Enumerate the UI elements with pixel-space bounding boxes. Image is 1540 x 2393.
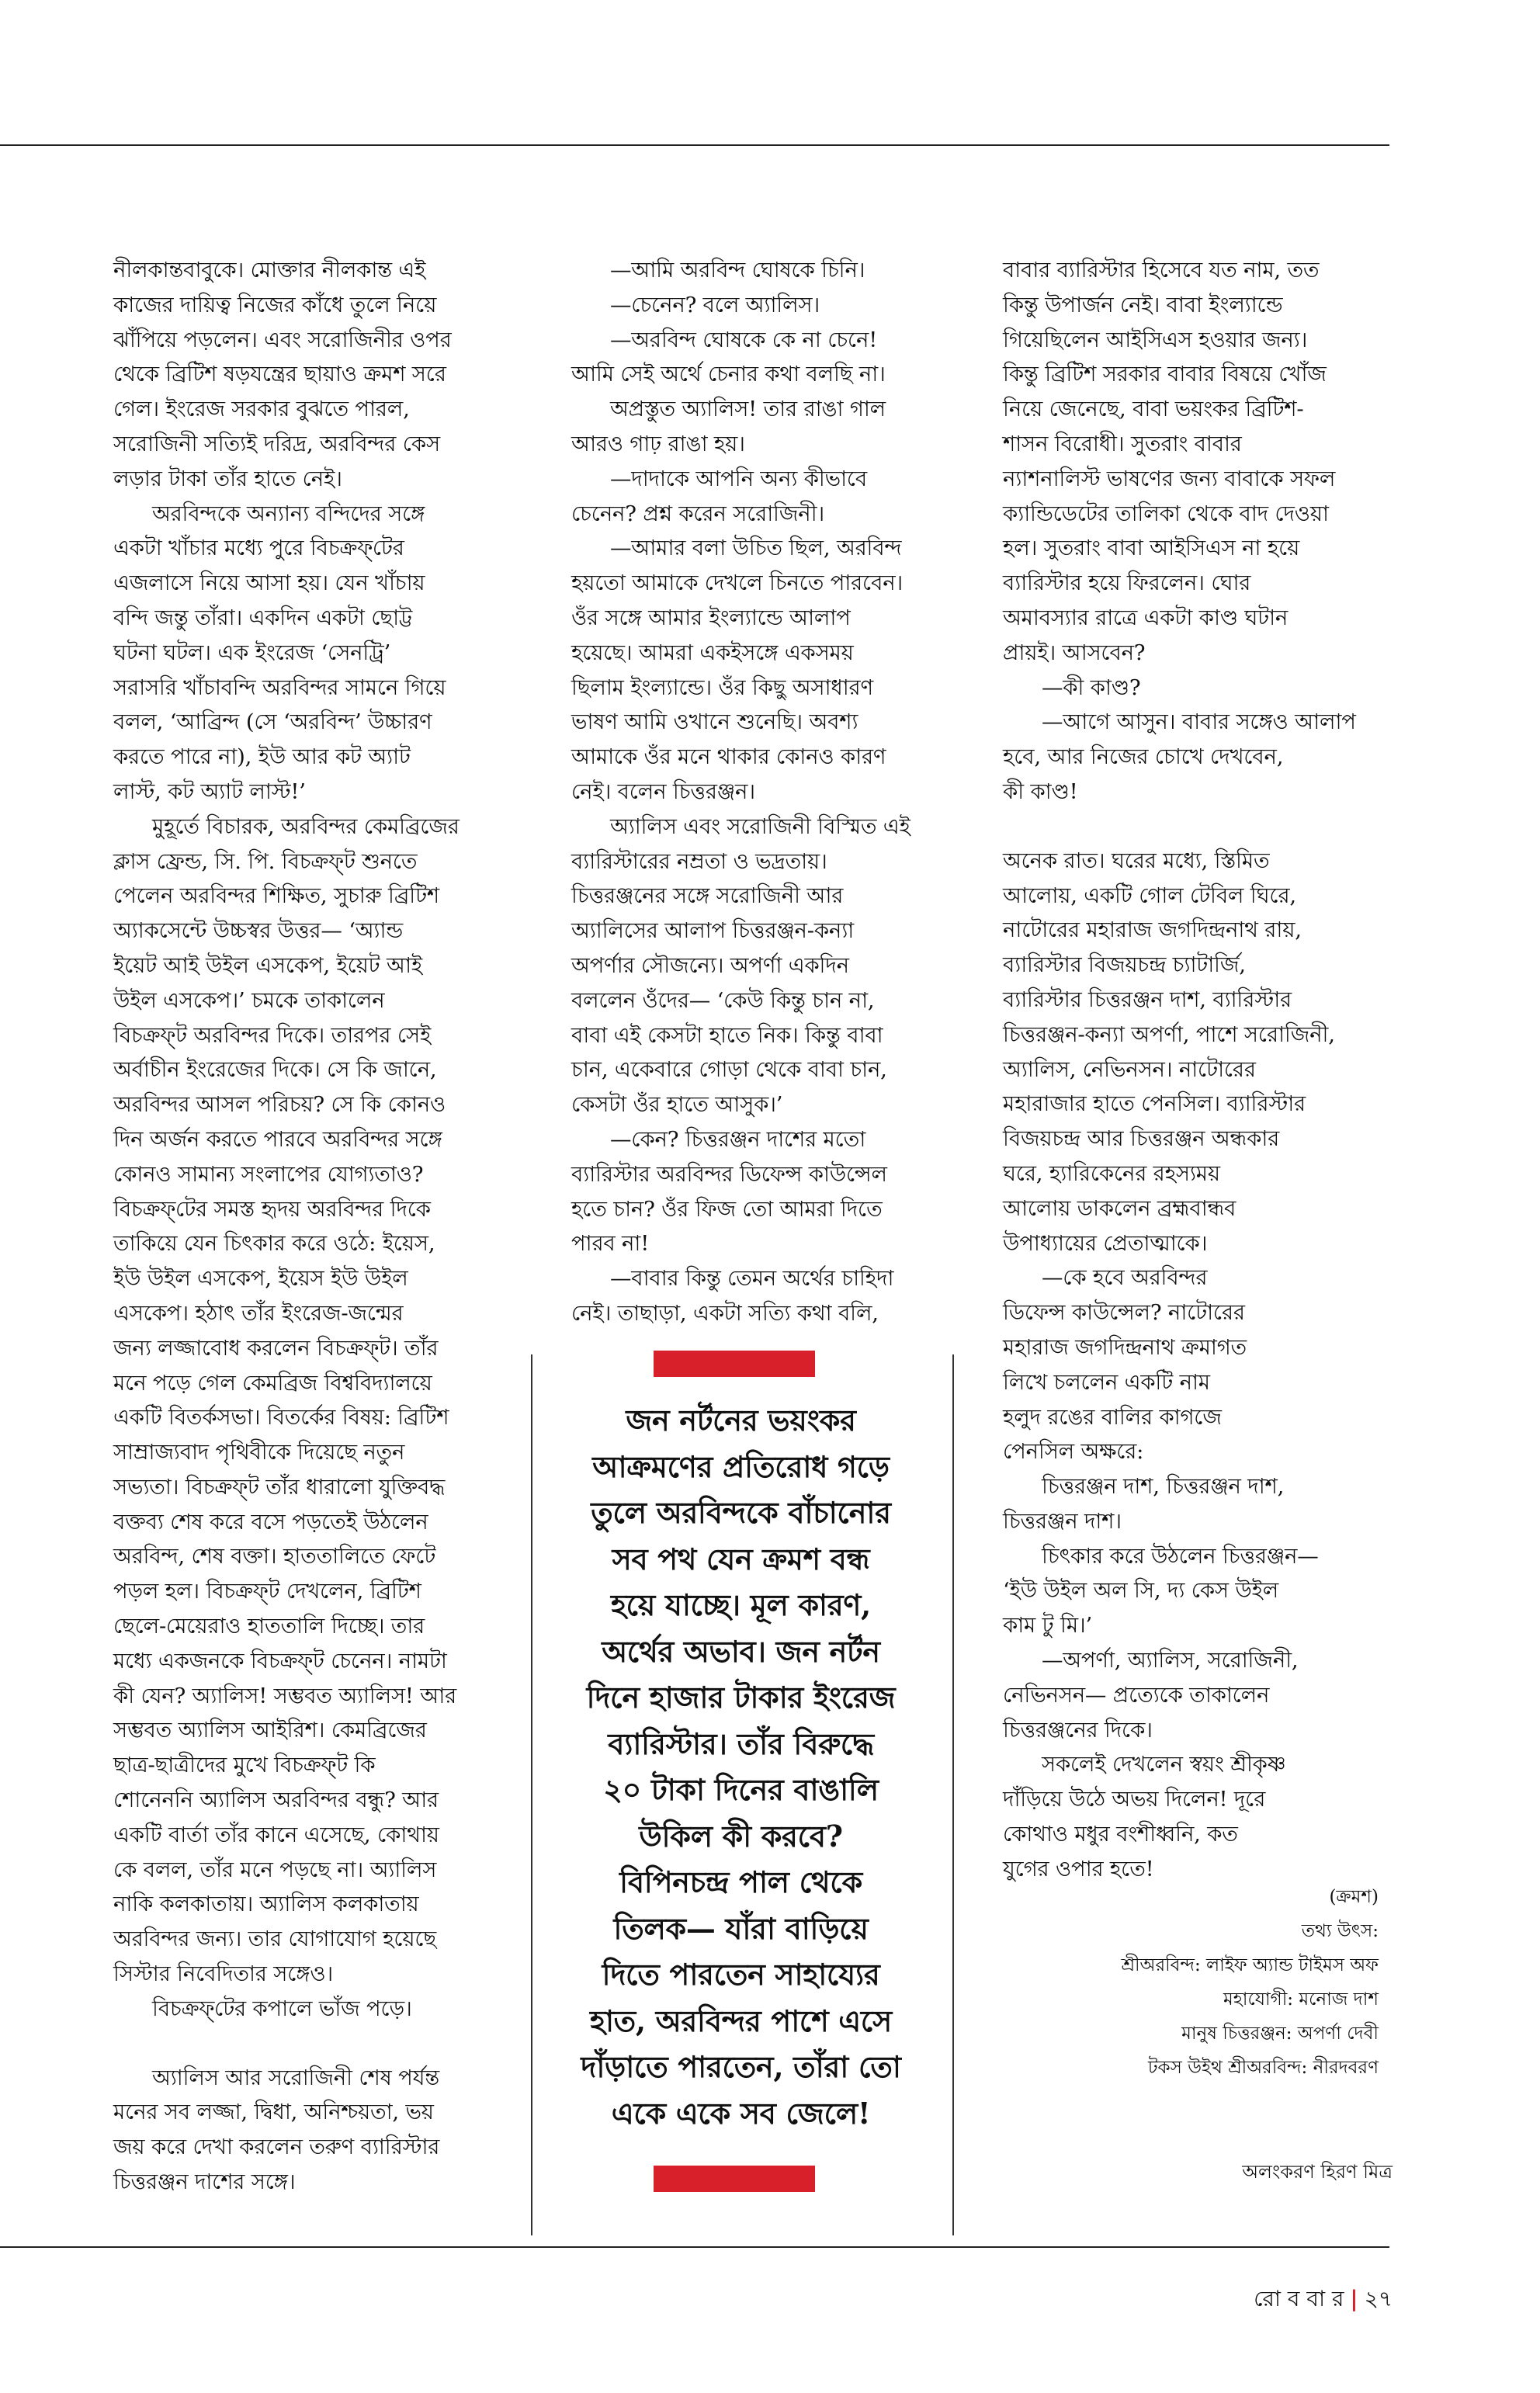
text-line: করতে পারে না), ইউ আর কট অ্যাট (113, 744, 411, 770)
text-line: অপ্রস্তুত অ্যালিস! তার রাঙা গাল (610, 397, 886, 422)
text-line: অ্যালিস এবং সরোজিনী বিস্মিত এই (610, 813, 910, 839)
text-line: অপর্ণার সৌজন্যে। অপর্ণা একদিন (571, 952, 849, 978)
text-line: সরোজিনী সত্যিই দরিদ্র, অরবিন্দর কেস (113, 431, 440, 456)
text-line: অ্যালিসের আলাপ চিত্তরঞ্জন-কন্যা (571, 918, 855, 944)
pullquote-line: সব পথ যেন ক্রমশ বন্ধ (612, 1541, 870, 1576)
text-line: অরবিন্দর জন্য। তার যোগাযোগ হয়েছে (113, 1927, 436, 1952)
sources-block (1122, 1880, 1379, 2085)
text-line: যুগের ওপার হতে! (1003, 1856, 1154, 1881)
text-line: ক্লাস ফ্রেন্ড, সি. পি. বিচক্রফ্‌ট শুনতে (113, 848, 418, 874)
text-line: ভাষণ আমি ওখানে শুনেছি। অবশ্য (571, 709, 858, 735)
text-line: কী কাণ্ড! (1003, 779, 1078, 804)
pullquote-line: দিতে পারতেন সাহায্যের (602, 1957, 880, 1992)
text-line: ব্যারিস্টার হয়ে ফিরলেন। ঘোর (1003, 571, 1251, 596)
text-line: কেসটা ওঁর হাতে আসুক।’ (571, 1092, 783, 1118)
text-line: ব্যারিস্টারের নম্রতা ও ভদ্রতায়। (571, 848, 827, 874)
text-line: বলল, ‘আব্রিন্দ (সে ‘অরবিন্দ’ উচ্চারণ (113, 709, 432, 735)
text-line: একটি বিতর্কসভা। বিতর্কের বিষয়: ব্রিটিশ (113, 1405, 449, 1431)
text-line: একটি বার্তা তাঁর কানে এসেছে, কোথায় (113, 1822, 439, 1847)
text-line: মধ্যে একজনকে বিচক্রফ্‌ট চেনেন। নামটা (113, 1648, 447, 1673)
text-line: হবে, আর নিজের চোখে দেখবেন, (1003, 744, 1284, 770)
pullquote-line: অর্থের অভাব। জন নর্টন (602, 1633, 880, 1669)
text-line: নেভিনসন— প্রত্যেকে তাকালেন (1003, 1682, 1270, 1708)
text-line: ইউ উইল এসকেপ, ইয়েস ইউ উইল (113, 1266, 408, 1292)
text-line: হলুদ রঙের বালির কাগজে (1003, 1404, 1222, 1430)
text-line: বাবা এই কেসটা হাতে নিক। কিন্তু বাবা (571, 1022, 883, 1048)
text-line: পেনসিল অক্ষরে: (1003, 1439, 1144, 1465)
text-line: চান, একেবারে গোড়া থেকে বাবা চান, (571, 1057, 887, 1083)
text-line: চিত্তরঞ্জন-কন্যা অপর্ণা, পাশে সরোজিনী, (1003, 1021, 1335, 1047)
text-line: এজলাসে নিয়ে আসা হয়। যেন খাঁচায় (113, 571, 425, 596)
pullquote-line: ২০ টাকা দিনের বাঙালি (603, 1772, 879, 1807)
text-line: পড়ল হল। বিচক্রফ্‌ট দেখলেন, ব্রিটিশ (113, 1579, 421, 1604)
text-line: —কে হবে অরবিন্দর (1042, 1265, 1208, 1291)
text-line: গেল। ইংরেজ সরকার বুঝতে পারল, (113, 397, 410, 422)
text-line: ব্যারিস্টার চিত্তরঞ্জন দাশ, ব্যারিস্টার (1003, 987, 1292, 1012)
text-line: সিস্টার নিবেদিতার সঙ্গেও। (113, 1961, 333, 1987)
text-line: মহারাজ জগদিন্দ্রনাথ ক্রমাগত (1003, 1334, 1247, 1360)
text-line: চিত্তরঞ্জন দাশ, চিত্তরঞ্জন দাশ, (1042, 1474, 1285, 1500)
pullquote-line: দিনে হাজার টাকার ইংরেজ (586, 1680, 896, 1715)
pullquote-bottom-red-bar (654, 2166, 815, 2192)
text-line: চিত্তরঞ্জন দাশের সঙ্গে। (113, 2169, 296, 2195)
text-line: কাম টু মি।’ (1003, 1613, 1093, 1639)
text-line: ছাত্র-ছাত্রীদের মুখে বিচক্রফ্‌ট কি (113, 1753, 376, 1778)
text-line: —আমার বলা উচিত ছিল, অরবিন্দ (610, 536, 902, 561)
sources-heading: তথ্য উৎস: (1301, 1921, 1379, 1941)
text-line: বললেন ওঁদের— ‘কেউ কিন্তু চান না, (571, 987, 875, 1013)
text-line: —আগে আসুন। বাবার সঙ্গেও আলাপ (1042, 709, 1356, 735)
text-line: বন্দি জন্তু তাঁরা। একদিন একটা ছোট্ট (113, 605, 412, 630)
text-line: কোথাও মধুর বংশীধ্বনি, কত (1003, 1822, 1238, 1847)
text-line: ডিফেন্স কাউন্সেল? নাটোরের (1003, 1300, 1245, 1326)
text-line: চিত্তরঞ্জন দাশ। (1003, 1508, 1122, 1534)
text-line: জন্য লজ্জাবোধ করলেন বিচক্রফ্‌ট। তাঁর (113, 1335, 439, 1361)
text-line: বাবার ব্যারিস্টার হিসেবে যত নাম, তত (1003, 258, 1320, 283)
text-line: বিচক্রফ্‌টের সমস্ত হৃদয় অরবিন্দর দিকে (113, 1196, 431, 1222)
text-line: আলোয়, একটি গোল টেবিল ঘিরে, (1003, 883, 1296, 908)
source-item: মহাযোগী: মনোজ দাশ (1223, 1989, 1379, 2010)
text-line: —বাবার কিন্তু তেমন অর্থের চাহিদা (610, 1266, 894, 1292)
text-line: লিখে চললেন একটি নাম (1003, 1369, 1210, 1395)
text-line: উপাধ্যায়ের প্রেতাত্মাকে। (1003, 1230, 1208, 1256)
text-line: গিয়েছিলেন আইসিএস হওয়ার জন্য। (1003, 327, 1308, 352)
text-line: হতে চান? ওঁর ফিজ তো আমরা দিতে (571, 1196, 883, 1222)
text-line: সম্ভবত অ্যালিস আইরিশ। কেমব্রিজের (113, 1718, 427, 1743)
text-line: সাম্রাজ্যবাদ পৃথিবীকে দিয়েছে নতুন (113, 1440, 405, 1465)
text-line: নিয়ে জেনেছে, বাবা ভয়ংকর ব্রিটিশ- (1003, 397, 1304, 422)
text-line: আরও গাঢ় রাঙা হয়। (571, 431, 745, 456)
pullquote-line: হয়ে যাচ্ছে। মূল কারণ, (611, 1587, 871, 1622)
article-column-3 (1003, 253, 1406, 1887)
pullquote-right-divider (952, 1354, 954, 2235)
text-line: কী যেন? অ্যালিস! সম্ভবত অ্যালিস! আর (113, 1683, 457, 1708)
text-line: ব্যারিস্টার অরবিন্দর ডিফেন্স কাউন্সেল (571, 1161, 887, 1187)
text-line: কাজের দায়িত্ব নিজের কাঁধে তুলে নিয়ে (113, 292, 437, 317)
text-line: মহারাজার হাতে পেনসিল। ব্যারিস্টার (1003, 1091, 1306, 1117)
text-line: আলোয় ডাকলেন ব্রহ্মবান্ধব (1003, 1195, 1237, 1221)
source-item: টকস উইথ শ্রীঅরবিন্দ: নীরদবরণ (1147, 2058, 1379, 2078)
source-item: শ্রীঅরবিন্দ: লাইফ অ্যান্ড টাইমস অফ (1121, 1955, 1379, 1975)
text-line: ন্যাশনালিস্ট ভাষণের জন্য বাবাকে সফল (1003, 466, 1336, 491)
magazine-name: রো ব বা র (1254, 2286, 1344, 2311)
source-item: মানুষ চিত্তরঞ্জন: অপর্ণা দেবী (1181, 2024, 1379, 2044)
text-line: অরবিন্দর আসল পরিচয়? সে কি কোনও (113, 1092, 446, 1118)
text-line: ছেলে-মেয়েরাও হাততালি দিচ্ছে। তার (113, 1614, 425, 1639)
text-line: অর্বাচীন ইংরেজের দিকে। সে কি জানে, (113, 1057, 437, 1083)
text-line: একটা খাঁচার মধ্যে পুরে বিচক্রফ্‌টের (113, 536, 404, 561)
text-line: তাকিয়ে যেন চিৎকার করে ওঠে: ইয়েস, (113, 1231, 435, 1257)
pullquote-top-red-bar (654, 1351, 815, 1377)
text-line: পারব না! (571, 1231, 650, 1257)
pullquote-left-divider (531, 1354, 532, 2235)
text-line: ব্যারিস্টার বিজয়চন্দ্র চ্যাটার্জি, (1003, 952, 1246, 978)
text-line: মুহূর্তে বিচারক, অরবিন্দর কেমব্রিজের (152, 813, 460, 839)
text-line: সভ্যতা। বিচক্রফ্‌ট তাঁর ধারালো যুক্তিবদ্ধ (113, 1474, 446, 1500)
text-line: ঘরে, হ্যারিকেনের রহস্যময় (1003, 1160, 1220, 1186)
pullquote-line: আক্রমণের প্রতিরোধ গড়ে (592, 1448, 890, 1484)
text-line: —দাদাকে আপনি অন্য কীভাবে (610, 466, 868, 491)
page-number: ২৭ (1364, 2286, 1393, 2311)
text-line: বিচক্রফ্‌ট অরবিন্দর দিকে। তারপর সেই (113, 1022, 432, 1048)
pullquote-line: বিপিনচন্দ্র পাল থেকে (619, 1864, 862, 1899)
text-line: প্রায়ই। আসবেন? (1003, 640, 1146, 665)
pullquote-line: ব্যারিস্টার। তাঁর বিরুদ্ধে (608, 1725, 874, 1761)
paragraph-gap (1003, 810, 1406, 844)
text-line: —আমি অরবিন্দ ঘোষকে চিনি। (610, 258, 865, 283)
page-footer (1254, 2282, 1393, 2318)
text-line: লড়ার টাকা তাঁর হাতে নেই। (113, 466, 342, 491)
text-line: অরবিন্দ, শেষ বক্তা। হাততালিতে ফেটে (113, 1544, 436, 1569)
text-line: মনে পড়ে গেল কেমব্রিজ বিশ্ববিদ্যালয়ে (113, 1370, 432, 1396)
text-line: উইল এসকেপ।’ চমকে তাকালেন (113, 987, 385, 1013)
text-line: আমাকে ওঁর মনে থাকার কোনও কারণ (571, 744, 886, 770)
text-line: চিত্তরঞ্জনের সঙ্গে সরোজিনী আর (571, 883, 844, 909)
pullquote (537, 1397, 945, 2136)
text-line: সকলেই দেখলেন স্বয়ং শ্রীকৃষ্ণ (1042, 1752, 1286, 1777)
illustration-credit: অলংকরণ হিরণ মিত্র (1242, 2161, 1393, 2183)
text-line: অ্যালিস আর সরোজিনী শেষ পর্যন্ত (152, 2065, 439, 2090)
text-line: নেই। বলেন চিত্তরঞ্জন। (571, 779, 755, 804)
top-rule (0, 144, 1389, 146)
text-line: ঘটনা ঘটল। এক ইংরেজ ‘সেনট্রি’ (113, 640, 391, 665)
text-line: বিচক্রফ্‌টের কপালে ভাঁজ পড়ে। (152, 1996, 412, 2021)
bottom-rule (0, 2246, 1389, 2248)
footer-separator: | (1350, 2286, 1358, 2311)
text-line: —কী কাণ্ড? (1042, 675, 1141, 700)
text-line: আমি সেই অর্থে চেনার কথা বলছি না। (571, 362, 886, 387)
pullquote-line: দাঁড়াতে পারতেন, তাঁরা তো (581, 2049, 901, 2084)
text-line: অরবিন্দকে অন্যান্য বন্দিদের সঙ্গে (152, 501, 425, 526)
text-line: ওঁর সঙ্গে আমার ইংল্যান্ডে আলাপ (571, 605, 851, 630)
text-line: কিন্তু ব্রিটিশ সরকার বাবার বিষয়ে খোঁজ (1003, 362, 1327, 387)
text-line: নাকি কলকাতায়। অ্যালিস কলকাতায় (113, 1892, 419, 1917)
pullquote-line: হাত, অরবিন্দর পাশে এসে (590, 2003, 892, 2038)
text-line: ইয়েট আই উইল এসকেপ, ইয়েট আই (113, 952, 422, 978)
text-line: —অরবিন্দ ঘোষকে কে না চেনে! (610, 327, 878, 352)
text-line: অ্যাকসেন্টে উচ্চস্বর উত্তর— ‘অ্যান্ড (113, 918, 404, 944)
text-line: চেনেন? প্রশ্ন করেন সরোজিনী। (571, 501, 825, 526)
text-line: অমাবস্যার রাত্রে একটা কাণ্ড ঘটান (1003, 605, 1289, 630)
text-line: —অপর্ণা, অ্যালিস, সরোজিনী, (1042, 1648, 1299, 1673)
text-line: হয়েছে। আমরা একইসঙ্গে একসময় (571, 640, 854, 665)
text-line: কিন্তু উপার্জন নেই। বাবা ইংল্যান্ডে (1003, 292, 1283, 317)
article-column-1 (113, 253, 579, 2200)
pullquote-line: জন নর্টনের ভয়ংকর (626, 1403, 856, 1438)
pullquote-line: একে একে সব জেলে! (611, 2095, 871, 2131)
pullquote-line: তিলক— যাঁরা বাড়িয়ে (613, 1910, 869, 1946)
text-line: অ্যালিস, নেভিনসন। নাটোরের (1003, 1056, 1256, 1082)
text-line: হল। সুতরাং বাবা আইসিএস না হয়ে (1003, 536, 1300, 561)
text-line: —চেনেন? বলে অ্যালিস। (610, 292, 820, 317)
text-line: কে বলল, তাঁর মনে পড়ছে না। অ্যালিস (113, 1857, 437, 1882)
text-line: নীলকান্তবাবুকে। মোক্তার নীলকান্ত এই (113, 258, 426, 283)
text-line: মনের সব লজ্জা, দ্বিধা, অনিশ্চয়তা, ভয় (113, 2100, 434, 2125)
text-line: ‘ইউ উইল অল সি, দ্য কেস উইল (1003, 1578, 1279, 1604)
text-line: এসকেপ। হঠাৎ তাঁর ইংরেজ-জন্মের (113, 1300, 404, 1326)
text-line: চিত্তরঞ্জনের দিকে। (1003, 1717, 1153, 1743)
text-line: —কেন? চিত্তরঞ্জন দাশের মতো (610, 1126, 866, 1152)
text-line: ঝাঁপিয়ে পড়লেন। এবং সরোজিনীর ওপর (113, 327, 452, 352)
text-line: বক্তব্য শেষ করে বসে পড়তেই উঠলেন (113, 1509, 428, 1535)
text-line: নেই। তাছাড়া, একটা সত্যি কথা বলি, (571, 1300, 879, 1326)
article-column-2 (571, 253, 959, 1331)
text-line: পেলেন অরবিন্দর শিক্ষিত, সুচারু ব্রিটিশ (113, 883, 439, 909)
text-line: শোনেননি অ্যালিস অরবিন্দর বন্ধু? আর (113, 1788, 439, 1813)
text-line: অনেক রাত। ঘরের মধ্যে, স্তিমিত (1003, 848, 1270, 873)
text-line: দাঁড়িয়ে উঠে অভয় দিলেন! দূরে (1003, 1787, 1266, 1812)
text-line: ছিলাম ইংল্যান্ডে। ওঁর কিছু অসাধারণ (571, 675, 873, 700)
text-line: থেকে ব্রিটিশ ষড়যন্ত্রের ছায়াও ক্রমশ সরে (113, 362, 446, 387)
text-line: কোনও সামান্য সংলাপের যোগ্যতাও? (113, 1161, 424, 1187)
continued-label: (ক্রমশ) (1329, 1887, 1379, 1907)
pullquote-line: তুলে অরবিন্দকে বাঁচানোর (591, 1495, 891, 1530)
text-line: সরাসরি খাঁচাবন্দি অরবিন্দর সামনে গিয়ে (113, 675, 446, 700)
text-line: লাস্ট, কট অ্যাট লাস্ট!’ (113, 779, 306, 804)
text-line: জয় করে দেখা করলেন তরুণ ব্যারিস্টার (113, 2135, 440, 2160)
paragraph-gap (113, 2027, 579, 2061)
text-line: ক্যান্ডিডেটের তালিকা থেকে বাদ দেওয়া (1003, 501, 1329, 526)
text-line: বিজয়চন্দ্র আর চিত্তরঞ্জন অন্ধকার (1003, 1126, 1280, 1152)
text-line: হয়তো আমাকে দেখলে চিনতে পারবেন। (571, 571, 904, 596)
text-line: শাসন বিরোধী। সুতরাং বাবার (1003, 431, 1242, 456)
text-line: চিৎকার করে উঠলেন চিত্তরঞ্জন— (1042, 1543, 1319, 1569)
text-line: দিন অর্জন করতে পারবে অরবিন্দর সঙ্গে (113, 1126, 442, 1152)
pullquote-line: উকিল কী করবে? (639, 1818, 843, 1854)
text-line: নাটোরের মহারাজ জগদিন্দ্রনাথ রায়, (1003, 917, 1302, 943)
